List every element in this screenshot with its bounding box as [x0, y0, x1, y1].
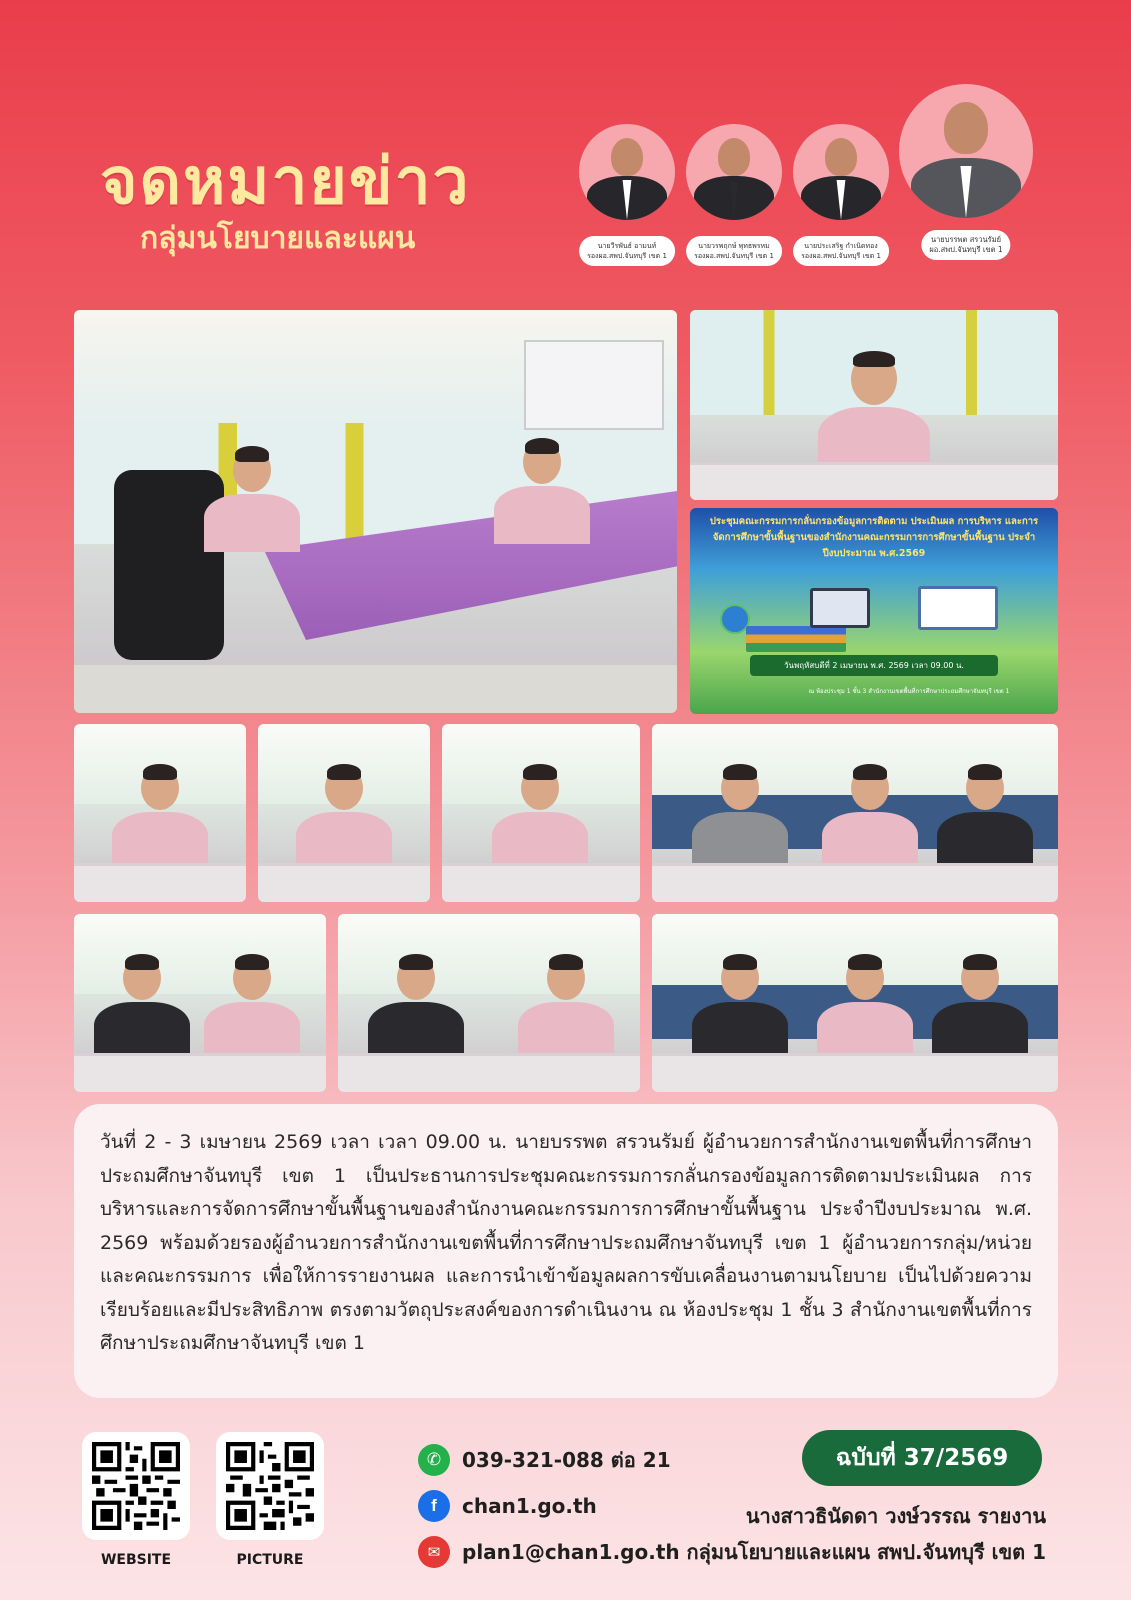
executive-name: นายวรพฤกษ์ พุทธพรหม — [698, 242, 770, 250]
executive-name-tag — [686, 236, 782, 266]
qr-code-icon — [92, 1442, 180, 1530]
picture-label: PICTURE — [236, 1552, 304, 1568]
banner-date: วันพฤหัสบดีที่ 2 เมษายน พ.ศ. 2569 เวลา 09.00 น. — [750, 655, 998, 676]
qr-code-icon — [226, 1442, 314, 1530]
phone-number: 039-321-088 ต่อ 21 — [462, 1448, 671, 1472]
chart-board-icon — [918, 586, 998, 630]
banner-title: ประชุมคณะกรรมการกลั่นกรองข้อมูลการติดตาม ประเมินผล การบริหาร และการจัดการศึกษาขั้นพื้นฐานของสำนักงานคณะกรรมการการศึกษาขั้นพื้นฐาน ประจำปีงบประมาณ พ.ศ.2569 — [709, 516, 1039, 559]
executive-name-tag — [921, 230, 1010, 260]
facebook-contact[interactable] — [418, 1490, 597, 1522]
participant-photo — [652, 724, 1058, 902]
executive-name-tag — [579, 236, 675, 266]
executive-2 — [685, 124, 783, 264]
participant-photo — [442, 724, 640, 902]
director-photo — [690, 310, 1058, 500]
executive-name-tag — [793, 236, 889, 266]
phone-icon: ✆ — [418, 1444, 450, 1476]
executive-position: รองผอ.สพป.จันทบุรี เขต 1 — [694, 252, 774, 260]
issue-badge: ฉบับที่ 37/2569 — [802, 1430, 1042, 1486]
article-card — [74, 1104, 1058, 1398]
executive-name: นายบรรพต สรวนรัมย์ — [930, 235, 1002, 244]
participant-photo — [74, 914, 326, 1092]
newsletter-subtitle: กลุ่มนโยบายและแผน — [140, 221, 416, 256]
books-icon — [746, 626, 846, 652]
executive-1 — [578, 124, 676, 264]
executive-position: ผอ.สพป.จันทบุรี เขต 1 — [929, 245, 1003, 254]
executive-photo — [686, 124, 782, 220]
executive-3 — [792, 124, 890, 264]
website-qr-code[interactable] — [82, 1432, 190, 1540]
participant-photo — [258, 724, 430, 902]
laptop-icon — [810, 588, 870, 628]
executive-position: รองผอ.สพป.จันทบุรี เขต 1 — [587, 252, 667, 260]
executive-name: นายวีรพันธ์ อามนท์ — [597, 242, 657, 250]
executive-4 — [898, 84, 1034, 266]
participant-photo — [74, 724, 246, 902]
email-address: plan1@chan1.go.th — [462, 1540, 680, 1564]
reporter-name: นางสาวธินัดดา วงษ์วรรณ รายงาน — [745, 1504, 1046, 1528]
email-contact[interactable] — [418, 1536, 680, 1568]
facebook-icon: f — [418, 1490, 450, 1522]
facebook-page: chan1.go.th — [462, 1494, 597, 1518]
meeting-banner — [690, 508, 1058, 714]
picture-qr-code[interactable] — [216, 1432, 324, 1540]
meeting-room-photo — [74, 310, 677, 713]
participant-photo — [652, 914, 1058, 1092]
website-label: WEBSITE — [100, 1552, 172, 1568]
executive-photo — [899, 84, 1033, 218]
reporter-department: กลุ่มนโยบายและแผน สพป.จันทบุรี เขต 1 — [686, 1540, 1046, 1564]
participant-photo — [338, 914, 640, 1092]
article-body: วันที่ 2 - 3 เมษายน 2569 เวลา เวลา 09.00 น. นายบรรพต สรวนรัมย์ ผู้อำนวยการสำนักงานเขตพื้นที่การศึกษาประถมศึกษาจันทบุรี เขต 1 เป็นประธานการประชุมคณะกรรมการกลั่นกรองข้อมูลการติดตามประเมินผล การบริหารและการจัดการศึกษาขั้นพื้นฐานของสำนักงานคณะกรรมการการศึกษาขั้นพื้นฐาน ประจำปีงบประมาณ พ.ศ. 2569 พร้อมด้วยรองผู้อำนวยการสำนักงานเขตพื้นที่การศึกษาประถมศึกษาจันทบุรี เขต 1 ผู้อำนวยการกลุ่ม/หน่วย และคณะกรรมการ เพื่อให้การรายงานผล และการนำเข้าข้อมูลผลการขับเคลื่อนงานตามนโยบาย เป็นไปด้วยความเรียบร้อยและมีประสิทธิภาพ ตรงตามวัตถุประสงค์ของการดำเนินงาน ณ ห้องประชุม 1 ชั้น 3 สำนักงานเขตพื้นที่การศึกษาประถมศึกษาจันทบุรี เขต 1 — [100, 1131, 1032, 1354]
email-icon: ✉ — [418, 1536, 450, 1568]
executive-photo — [793, 124, 889, 220]
phone-contact[interactable] — [418, 1444, 671, 1476]
banner-place: ณ ห้องประชุม 1 ชั้น 3 สำนักงานเขตพื้นที่การศึกษาประถมศึกษาจันทบุรี เขต 1 — [808, 688, 1010, 695]
executive-photo — [579, 124, 675, 220]
executive-name: นายประเสริฐ กำเนิดทอง — [804, 242, 878, 250]
newsletter-title: จดหมายข่าว — [100, 145, 471, 219]
executive-position: รองผอ.สพป.จันทบุรี เขต 1 — [801, 252, 881, 260]
